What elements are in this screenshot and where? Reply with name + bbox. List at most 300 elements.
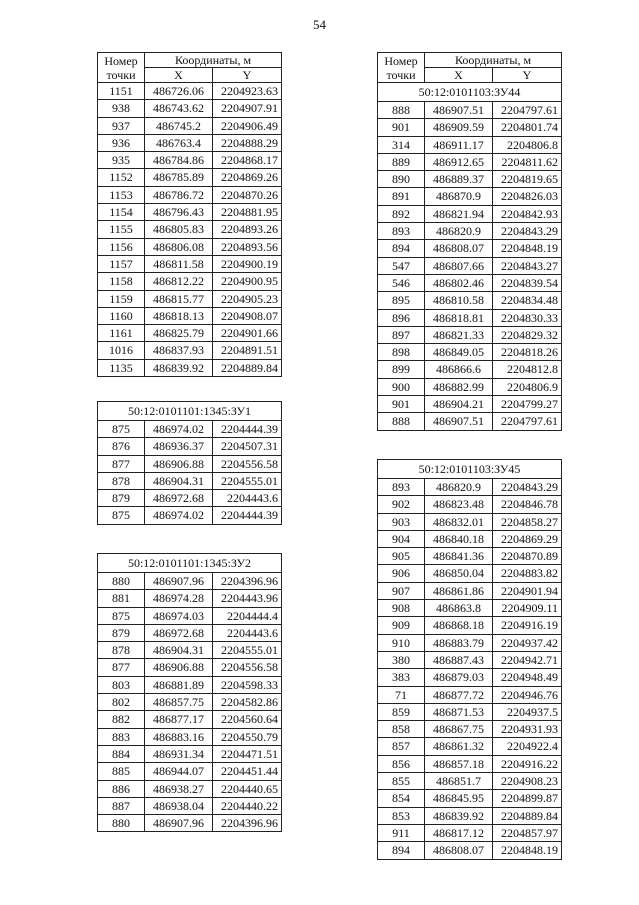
table-row bbox=[98, 676, 282, 693]
point-number-cell: 880 bbox=[98, 573, 145, 590]
x-coordinate-cell: 486889.37 bbox=[425, 171, 493, 188]
point-number-cell: 71 bbox=[378, 686, 425, 703]
y-coordinate-cell: 2204869.29 bbox=[493, 530, 562, 547]
y-coordinate-cell: 2204806.8 bbox=[493, 136, 562, 153]
x-coordinate-cell: 486763.4 bbox=[145, 134, 213, 151]
table-row bbox=[378, 361, 562, 378]
point-number-cell: 876 bbox=[98, 438, 145, 455]
y-coordinate-cell: 2204556.58 bbox=[213, 455, 282, 472]
point-number-cell: 892 bbox=[378, 205, 425, 222]
x-coordinate-cell: 486820.9 bbox=[425, 479, 493, 496]
x-coordinate-cell: 486857.75 bbox=[145, 694, 213, 711]
y-coordinate-cell: 2204923.63 bbox=[213, 83, 282, 100]
point-number-cell: 909 bbox=[378, 617, 425, 634]
table-row bbox=[98, 204, 282, 221]
x-coordinate-cell: 486745.2 bbox=[145, 117, 213, 134]
y-coordinate-cell: 2204916.19 bbox=[493, 617, 562, 634]
table-row bbox=[378, 755, 562, 772]
x-coordinate-cell: 486785.89 bbox=[145, 169, 213, 186]
point-number-cell: 885 bbox=[98, 763, 145, 780]
x-coordinate-cell: 486857.18 bbox=[425, 755, 493, 772]
table-row bbox=[98, 455, 282, 472]
x-coordinate-cell: 486912.65 bbox=[425, 153, 493, 170]
x-coordinate-cell: 486810.58 bbox=[425, 292, 493, 309]
point-number-cell: 897 bbox=[378, 326, 425, 343]
x-coordinate-cell: 486909.59 bbox=[425, 119, 493, 136]
y-coordinate-cell: 2204900.19 bbox=[213, 255, 282, 272]
y-coordinate-cell: 2204846.78 bbox=[493, 496, 562, 513]
point-number-cell: 901 bbox=[378, 396, 425, 413]
point-number-cell: 1153 bbox=[98, 186, 145, 203]
x-coordinate-cell: 486820.9 bbox=[425, 223, 493, 240]
y-coordinate-cell: 2204550.79 bbox=[213, 728, 282, 745]
table-row bbox=[378, 703, 562, 720]
table-row bbox=[98, 490, 282, 507]
x-coordinate-cell: 486805.83 bbox=[145, 221, 213, 238]
y-coordinate-cell: 2204396.96 bbox=[213, 815, 282, 832]
point-number-cell: 858 bbox=[378, 721, 425, 738]
point-number-cell: 1135 bbox=[98, 359, 145, 376]
x-coordinate-cell: 486907.96 bbox=[145, 815, 213, 832]
table-row bbox=[98, 117, 282, 134]
y-coordinate-cell: 2204922.4 bbox=[493, 738, 562, 755]
point-number-cell: 888 bbox=[378, 413, 425, 430]
y-coordinate-cell: 2204451.44 bbox=[213, 763, 282, 780]
y-coordinate-cell: 2204806.9 bbox=[493, 378, 562, 395]
table-row bbox=[378, 292, 562, 309]
point-number-cell: 1016 bbox=[98, 342, 145, 359]
x-coordinate-cell: 486821.33 bbox=[425, 326, 493, 343]
table-row bbox=[98, 169, 282, 186]
x-coordinate-cell: 486817.12 bbox=[425, 824, 493, 841]
point-number-cell: 893 bbox=[378, 223, 425, 240]
x-coordinate-cell: 486786.72 bbox=[145, 186, 213, 203]
x-coordinate-cell: 486974.03 bbox=[145, 607, 213, 624]
point-number-cell: 854 bbox=[378, 790, 425, 807]
x-coordinate-cell: 486938.27 bbox=[145, 780, 213, 797]
table-row bbox=[378, 669, 562, 686]
x-coordinate-cell: 486861.32 bbox=[425, 738, 493, 755]
y-coordinate-cell: 2204883.82 bbox=[493, 565, 562, 582]
x-coordinate-cell: 486823.48 bbox=[425, 496, 493, 513]
x-coordinate-cell: 486944.07 bbox=[145, 763, 213, 780]
header-coordinates: Координаты, м bbox=[145, 53, 282, 68]
y-coordinate-cell: 2204901.66 bbox=[213, 325, 282, 342]
x-coordinate-cell: 486877.17 bbox=[145, 711, 213, 728]
point-number-cell: 886 bbox=[98, 780, 145, 797]
point-number-cell: 895 bbox=[378, 292, 425, 309]
y-coordinate-cell: 2204555.01 bbox=[213, 472, 282, 489]
point-number-cell: 900 bbox=[378, 378, 425, 395]
y-coordinate-cell: 2204916.22 bbox=[493, 755, 562, 772]
header-y: Y bbox=[493, 68, 562, 83]
x-coordinate-cell: 486845.95 bbox=[425, 790, 493, 807]
y-coordinate-cell: 2204848.19 bbox=[493, 842, 562, 859]
point-number-cell: 877 bbox=[98, 659, 145, 676]
x-coordinate-cell: 486868.18 bbox=[425, 617, 493, 634]
x-coordinate-cell: 486808.07 bbox=[425, 240, 493, 257]
plot-title-zu2: 50:12:0101101:1345:ЗУ2 bbox=[98, 554, 282, 573]
table-row bbox=[98, 745, 282, 762]
table-row bbox=[378, 530, 562, 547]
point-number-cell: 859 bbox=[378, 703, 425, 720]
table-row bbox=[378, 171, 562, 188]
x-coordinate-cell: 486743.62 bbox=[145, 100, 213, 117]
table-row bbox=[98, 607, 282, 624]
table-row bbox=[98, 342, 282, 359]
table-row bbox=[98, 359, 282, 376]
y-coordinate-cell: 2204830.33 bbox=[493, 309, 562, 326]
table-row bbox=[98, 590, 282, 607]
table-row bbox=[98, 815, 282, 832]
table-row bbox=[378, 309, 562, 326]
table-row bbox=[98, 711, 282, 728]
table-row bbox=[98, 438, 282, 455]
plot-title-zu44: 50:12:0101103:ЗУ44 bbox=[378, 83, 562, 102]
x-coordinate-cell: 486837.93 bbox=[145, 342, 213, 359]
table-row bbox=[378, 721, 562, 738]
table-row bbox=[98, 421, 282, 438]
x-coordinate-cell: 486883.16 bbox=[145, 728, 213, 745]
y-coordinate-cell: 2204893.26 bbox=[213, 221, 282, 238]
y-coordinate-cell: 2204906.49 bbox=[213, 117, 282, 134]
x-coordinate-cell: 486870.9 bbox=[425, 188, 493, 205]
point-number-cell: 547 bbox=[378, 257, 425, 274]
table-row bbox=[378, 513, 562, 530]
table-row bbox=[378, 413, 562, 430]
point-number-cell: 888 bbox=[378, 102, 425, 119]
x-coordinate-cell: 486726.06 bbox=[145, 83, 213, 100]
point-number-cell: 546 bbox=[378, 274, 425, 291]
point-number-cell: 857 bbox=[378, 738, 425, 755]
header-y: Y bbox=[213, 68, 282, 83]
y-coordinate-cell: 2204811.62 bbox=[493, 153, 562, 170]
table-row bbox=[98, 134, 282, 151]
point-number-cell: 875 bbox=[98, 607, 145, 624]
plot-title-zu45: 50:12:0101103:ЗУ45 bbox=[378, 460, 562, 479]
y-coordinate-cell: 2204829.32 bbox=[493, 326, 562, 343]
y-coordinate-cell: 2204839.54 bbox=[493, 274, 562, 291]
header-x: X bbox=[425, 68, 493, 83]
y-coordinate-cell: 2204888.29 bbox=[213, 134, 282, 151]
y-coordinate-cell: 2204899.87 bbox=[493, 790, 562, 807]
header-coordinates: Координаты, м bbox=[425, 53, 562, 68]
point-number-cell: 911 bbox=[378, 824, 425, 841]
y-coordinate-cell: 2204843.27 bbox=[493, 257, 562, 274]
x-coordinate-cell: 486796.43 bbox=[145, 204, 213, 221]
point-number-cell: 891 bbox=[378, 188, 425, 205]
table-row bbox=[378, 378, 562, 395]
table-row bbox=[98, 763, 282, 780]
header-x: X bbox=[145, 68, 213, 83]
table-row bbox=[378, 565, 562, 582]
point-number-cell: 880 bbox=[98, 815, 145, 832]
point-number-cell: 875 bbox=[98, 507, 145, 524]
point-number-cell: 878 bbox=[98, 642, 145, 659]
table-row bbox=[98, 221, 282, 238]
y-coordinate-cell: 2204931.93 bbox=[493, 721, 562, 738]
table-row bbox=[98, 780, 282, 797]
x-coordinate-cell: 486839.92 bbox=[425, 807, 493, 824]
point-number-cell: 938 bbox=[98, 100, 145, 117]
table-row bbox=[98, 238, 282, 255]
table-row bbox=[98, 325, 282, 342]
y-coordinate-cell: 2204444.39 bbox=[213, 421, 282, 438]
point-number-cell: 1157 bbox=[98, 255, 145, 272]
table-row bbox=[378, 842, 562, 859]
table-row bbox=[98, 152, 282, 169]
point-number-cell: 906 bbox=[378, 565, 425, 582]
table-row bbox=[378, 738, 562, 755]
y-coordinate-cell: 2204905.23 bbox=[213, 290, 282, 307]
y-coordinate-cell: 2204471.51 bbox=[213, 745, 282, 762]
table-row bbox=[378, 479, 562, 496]
point-number-cell: 1156 bbox=[98, 238, 145, 255]
table-row bbox=[378, 188, 562, 205]
y-coordinate-cell: 2204848.19 bbox=[493, 240, 562, 257]
coordinates-table-main bbox=[97, 52, 282, 377]
y-coordinate-cell: 2204857.97 bbox=[493, 824, 562, 841]
point-number-cell: 890 bbox=[378, 171, 425, 188]
table-row bbox=[98, 797, 282, 814]
x-coordinate-cell: 486812.22 bbox=[145, 273, 213, 290]
table-row bbox=[378, 773, 562, 790]
x-coordinate-cell: 486974.02 bbox=[145, 421, 213, 438]
table-row bbox=[98, 307, 282, 324]
table-row bbox=[378, 790, 562, 807]
x-coordinate-cell: 486904.21 bbox=[425, 396, 493, 413]
y-coordinate-cell: 2204891.51 bbox=[213, 342, 282, 359]
x-coordinate-cell: 486867.75 bbox=[425, 721, 493, 738]
x-coordinate-cell: 486911.17 bbox=[425, 136, 493, 153]
table-row bbox=[378, 496, 562, 513]
x-coordinate-cell: 486879.03 bbox=[425, 669, 493, 686]
x-coordinate-cell: 486863.8 bbox=[425, 600, 493, 617]
y-coordinate-cell: 2204826.03 bbox=[493, 188, 562, 205]
table-row bbox=[98, 728, 282, 745]
y-coordinate-cell: 2204440.22 bbox=[213, 797, 282, 814]
point-number-cell: 908 bbox=[378, 600, 425, 617]
x-coordinate-cell: 486861.86 bbox=[425, 582, 493, 599]
table-row bbox=[98, 573, 282, 590]
point-number-cell: 889 bbox=[378, 153, 425, 170]
x-coordinate-cell: 486906.88 bbox=[145, 659, 213, 676]
point-number-cell: 910 bbox=[378, 634, 425, 651]
point-number-cell: 936 bbox=[98, 134, 145, 151]
table-row bbox=[378, 600, 562, 617]
point-number-cell: 383 bbox=[378, 669, 425, 686]
x-coordinate-cell: 486881.89 bbox=[145, 676, 213, 693]
y-coordinate-cell: 2204443.96 bbox=[213, 590, 282, 607]
point-number-cell: 1160 bbox=[98, 307, 145, 324]
table-row bbox=[378, 651, 562, 668]
point-number-cell: 380 bbox=[378, 651, 425, 668]
y-coordinate-cell: 2204834.48 bbox=[493, 292, 562, 309]
x-coordinate-cell: 486907.51 bbox=[425, 102, 493, 119]
point-number-cell: 877 bbox=[98, 455, 145, 472]
y-coordinate-cell: 2204801.74 bbox=[493, 119, 562, 136]
y-coordinate-cell: 2204507.31 bbox=[213, 438, 282, 455]
table-row bbox=[378, 274, 562, 291]
x-coordinate-cell: 486904.31 bbox=[145, 472, 213, 489]
x-coordinate-cell: 486883.79 bbox=[425, 634, 493, 651]
x-coordinate-cell: 486866.6 bbox=[425, 361, 493, 378]
y-coordinate-cell: 2204818.26 bbox=[493, 344, 562, 361]
x-coordinate-cell: 486811.58 bbox=[145, 255, 213, 272]
y-coordinate-cell: 2204869.26 bbox=[213, 169, 282, 186]
point-number-cell: 1152 bbox=[98, 169, 145, 186]
point-number-cell: 884 bbox=[98, 745, 145, 762]
x-coordinate-cell: 486972.68 bbox=[145, 490, 213, 507]
point-number-cell: 878 bbox=[98, 472, 145, 489]
y-coordinate-cell: 2204946.76 bbox=[493, 686, 562, 703]
y-coordinate-cell: 2204582.86 bbox=[213, 694, 282, 711]
y-coordinate-cell: 2204889.84 bbox=[213, 359, 282, 376]
x-coordinate-cell: 486825.79 bbox=[145, 325, 213, 342]
point-number-cell: 1159 bbox=[98, 290, 145, 307]
x-coordinate-cell: 486887.43 bbox=[425, 651, 493, 668]
x-coordinate-cell: 486821.94 bbox=[425, 205, 493, 222]
y-coordinate-cell: 2204900.95 bbox=[213, 273, 282, 290]
y-coordinate-cell: 2204937.42 bbox=[493, 634, 562, 651]
x-coordinate-cell: 486784.86 bbox=[145, 152, 213, 169]
y-coordinate-cell: 2204819.65 bbox=[493, 171, 562, 188]
point-number-cell: 1161 bbox=[98, 325, 145, 342]
y-coordinate-cell: 2204812.8 bbox=[493, 361, 562, 378]
y-coordinate-cell: 2204842.93 bbox=[493, 205, 562, 222]
point-number-cell: 1154 bbox=[98, 204, 145, 221]
y-coordinate-cell: 2204937.5 bbox=[493, 703, 562, 720]
x-coordinate-cell: 486907.96 bbox=[145, 573, 213, 590]
table-row bbox=[378, 223, 562, 240]
table-row bbox=[378, 205, 562, 222]
coordinates-table-zu44 bbox=[377, 52, 562, 431]
table-row bbox=[378, 102, 562, 119]
point-number-cell: 907 bbox=[378, 582, 425, 599]
plot-title-zu1: 50:12:0101101:1345:ЗУ1 bbox=[98, 402, 282, 421]
table-row bbox=[378, 686, 562, 703]
y-coordinate-cell: 2204799.27 bbox=[493, 396, 562, 413]
point-number-cell: 899 bbox=[378, 361, 425, 378]
table-row bbox=[98, 659, 282, 676]
table-row bbox=[378, 824, 562, 841]
x-coordinate-cell: 486849.05 bbox=[425, 344, 493, 361]
table-row bbox=[378, 807, 562, 824]
table-row bbox=[98, 100, 282, 117]
x-coordinate-cell: 486841.36 bbox=[425, 548, 493, 565]
point-number-cell: 905 bbox=[378, 548, 425, 565]
point-number-cell: 855 bbox=[378, 773, 425, 790]
table-row bbox=[98, 642, 282, 659]
coordinates-table-zu1 bbox=[97, 401, 282, 525]
point-number-cell: 937 bbox=[98, 117, 145, 134]
y-coordinate-cell: 2204443.6 bbox=[213, 624, 282, 641]
x-coordinate-cell: 486877.72 bbox=[425, 686, 493, 703]
x-coordinate-cell: 486907.51 bbox=[425, 413, 493, 430]
point-number-cell: 1151 bbox=[98, 83, 145, 100]
point-number-cell: 881 bbox=[98, 590, 145, 607]
x-coordinate-cell: 486931.34 bbox=[145, 745, 213, 762]
x-coordinate-cell: 486808.07 bbox=[425, 842, 493, 859]
x-coordinate-cell: 486850.04 bbox=[425, 565, 493, 582]
y-coordinate-cell: 2204555.01 bbox=[213, 642, 282, 659]
y-coordinate-cell: 2204868.17 bbox=[213, 152, 282, 169]
x-coordinate-cell: 486815.77 bbox=[145, 290, 213, 307]
table-row bbox=[98, 273, 282, 290]
y-coordinate-cell: 2204889.84 bbox=[493, 807, 562, 824]
x-coordinate-cell: 486807.66 bbox=[425, 257, 493, 274]
point-number-cell: 887 bbox=[98, 797, 145, 814]
x-coordinate-cell: 486904.31 bbox=[145, 642, 213, 659]
y-coordinate-cell: 2204901.94 bbox=[493, 582, 562, 599]
table-row bbox=[98, 624, 282, 641]
table-row bbox=[378, 344, 562, 361]
point-number-cell: 879 bbox=[98, 490, 145, 507]
table-row bbox=[378, 153, 562, 170]
x-coordinate-cell: 486818.13 bbox=[145, 307, 213, 324]
y-coordinate-cell: 2204858.27 bbox=[493, 513, 562, 530]
point-number-cell: 853 bbox=[378, 807, 425, 824]
x-coordinate-cell: 486871.53 bbox=[425, 703, 493, 720]
x-coordinate-cell: 486974.02 bbox=[145, 507, 213, 524]
y-coordinate-cell: 2204444.39 bbox=[213, 507, 282, 524]
table-row bbox=[378, 136, 562, 153]
table-row bbox=[378, 119, 562, 136]
point-number-cell: 802 bbox=[98, 694, 145, 711]
coordinates-table-zu45 bbox=[377, 459, 562, 860]
y-coordinate-cell: 2204893.56 bbox=[213, 238, 282, 255]
point-number-cell: 896 bbox=[378, 309, 425, 326]
y-coordinate-cell: 2204560.64 bbox=[213, 711, 282, 728]
y-coordinate-cell: 2204843.29 bbox=[493, 479, 562, 496]
point-number-cell: 1158 bbox=[98, 273, 145, 290]
table-row bbox=[98, 290, 282, 307]
header-point-number: Номер точки bbox=[98, 53, 145, 83]
point-number-cell: 903 bbox=[378, 513, 425, 530]
y-coordinate-cell: 2204881.95 bbox=[213, 204, 282, 221]
x-coordinate-cell: 486818.81 bbox=[425, 309, 493, 326]
x-coordinate-cell: 486974.28 bbox=[145, 590, 213, 607]
x-coordinate-cell: 486839.92 bbox=[145, 359, 213, 376]
x-coordinate-cell: 486906.88 bbox=[145, 455, 213, 472]
point-number-cell: 902 bbox=[378, 496, 425, 513]
table-row bbox=[378, 240, 562, 257]
y-coordinate-cell: 2204440.65 bbox=[213, 780, 282, 797]
point-number-cell: 935 bbox=[98, 152, 145, 169]
x-coordinate-cell: 486832.01 bbox=[425, 513, 493, 530]
x-coordinate-cell: 486938.04 bbox=[145, 797, 213, 814]
y-coordinate-cell: 2204908.23 bbox=[493, 773, 562, 790]
y-coordinate-cell: 2204443.6 bbox=[213, 490, 282, 507]
page-number: 54 bbox=[313, 17, 326, 32]
point-number-cell: 882 bbox=[98, 711, 145, 728]
table-row bbox=[98, 83, 282, 100]
table-row bbox=[98, 472, 282, 489]
point-number-cell: 898 bbox=[378, 344, 425, 361]
point-number-cell: 894 bbox=[378, 842, 425, 859]
x-coordinate-cell: 486936.37 bbox=[145, 438, 213, 455]
header-point-number: Номер точки bbox=[378, 53, 425, 83]
y-coordinate-cell: 2204598.33 bbox=[213, 676, 282, 693]
point-number-cell: 314 bbox=[378, 136, 425, 153]
table-row bbox=[378, 617, 562, 634]
table-row bbox=[378, 634, 562, 651]
point-number-cell: 1155 bbox=[98, 221, 145, 238]
point-number-cell: 904 bbox=[378, 530, 425, 547]
y-coordinate-cell: 2204907.91 bbox=[213, 100, 282, 117]
table-row bbox=[98, 186, 282, 203]
table-row bbox=[378, 257, 562, 274]
